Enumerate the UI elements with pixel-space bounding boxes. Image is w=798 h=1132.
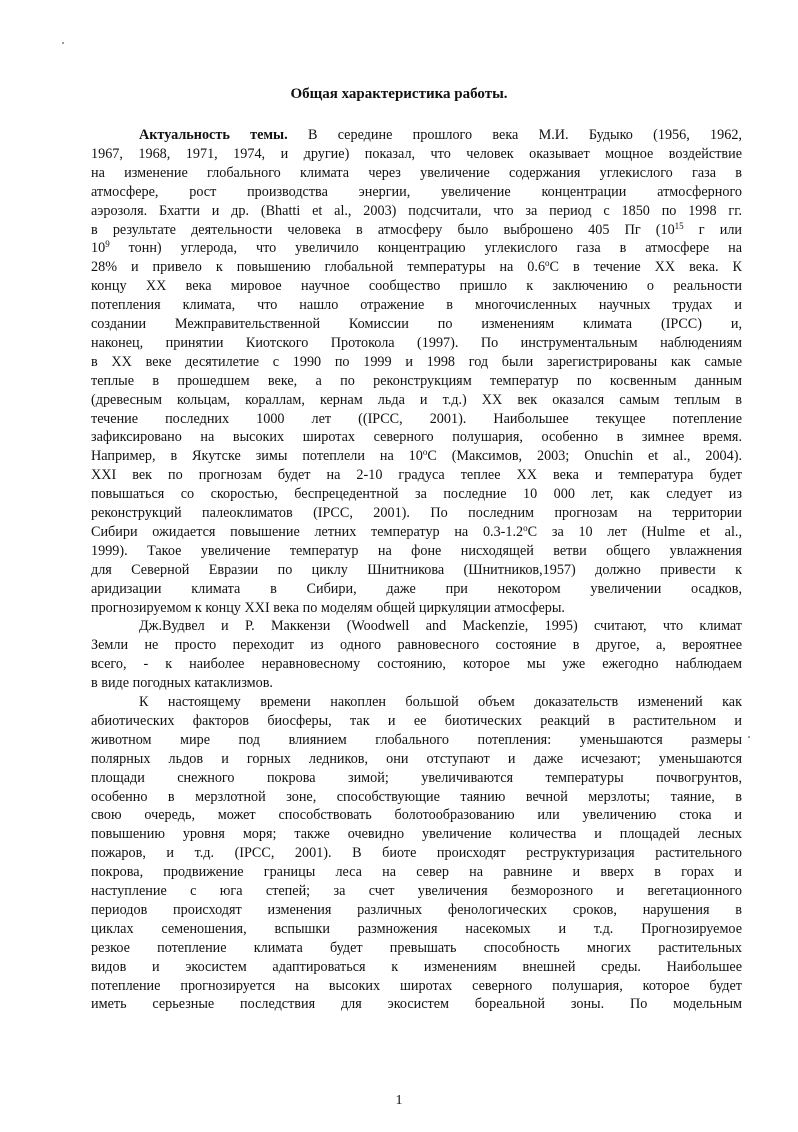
text-line: аэрозоля. Бхатти и др. (Bhatti et al., 2003) подсчитали, что за период с 1850 по 1998 гг.: [91, 202, 742, 219]
text-line: в ХХ веке десятилетие с 1990 по 1999 и 1998 год были зарегистрированы как самые: [91, 353, 742, 370]
text-line: периодов происходят изменения различных фенологических сроков, нарушения в: [91, 901, 742, 918]
text-line: 1999). Такое увеличение температур на фоне нисходящей ветви общего увлажнения: [91, 542, 742, 559]
superscript: 15: [674, 220, 684, 231]
scan-speck: [62, 42, 64, 44]
text-line: Актуальность темы. В середине прошлого века М.И. Будыко (1956, 1962,: [139, 127, 742, 143]
text-line: наконец, принятии Киотского Протокола (1997). По инструментальным наблюдениям: [91, 334, 742, 351]
text-line: всего, - к наиболее неравновесному состоянию, которое мы уже ежегодно наблюдаем: [91, 656, 742, 673]
text-line: повышению уровня моря; также очевидно увеличение количества и площадей лесных: [91, 826, 742, 843]
text-line: свою очередь, может способствовать болотообразованию или увеличению стока и: [91, 807, 742, 824]
superscript: o: [523, 522, 528, 533]
text-line: К настоящему времени накоплен большой объем доказательств изменений как: [139, 694, 742, 710]
text-line: потепление прогнозируется на высоких широтах северного полушария, которое будет: [91, 977, 742, 994]
text-line: циклах семеношения, вспышки размножения насекомых и т.д. Прогнозируемое: [91, 920, 742, 937]
text-line: повышаться со скоростью, беспрецедентной за последние 10 000 лет, как следует из: [91, 486, 742, 503]
text-line: атмосфере, рост производства энергии, увеличение концентрации атмосферного: [91, 183, 742, 200]
text-line: 28% и привело к повышению глобальной температуры на 0.6$^o$С в течение ХХ века. К: [91, 258, 743, 276]
text-line: потепления климата, что нашло отражение в многочисленных научных трудах и: [91, 297, 742, 314]
text-line: покрова, продвижение границы леса на север на равнине и вверх в горах и: [91, 864, 742, 881]
text-line: 1967, 1968, 1971, 1974, и другие) показал, что человек оказывает мощное воздействие: [91, 145, 742, 162]
text-line: (древесным кольцам, кораллам, кернам льда и т.д.) ХХ век оказался самым теплым в: [91, 391, 742, 408]
text-line: $10^9$ тонн) углерода, что увеличило концентрацию углекислого газа в атмосфере на: [91, 239, 742, 257]
text-line: прогнозируемом к концу XXI века по моделям общей циркуляции атмосферы.: [91, 599, 565, 616]
text-line: резкое потепление климата будет превышать способность многих растительных: [91, 939, 742, 956]
text-line: реконструкций палеоклиматов (IPCC, 2001). По последним прогнозам на территории: [91, 505, 742, 521]
document-title: Общая характеристика работы.: [290, 86, 508, 102]
page-number: 1: [395, 1093, 403, 1108]
section-heading: Актуальность темы.: [139, 127, 288, 143]
text-line: концу ХХ века мировое научное сообщество пришло к заключению о реальности: [91, 278, 742, 295]
scan-speck: [748, 736, 750, 738]
text-line: площади снежного покрова зимой; увеличиваются температуры почвогрунтов,: [91, 769, 742, 786]
superscript: o: [422, 447, 428, 458]
text-line: полярных льдов и горных ледников, они отступают и даже исчезают; уменьшаются: [91, 750, 742, 767]
text-line: аридизации климата в Сибири, даже при некотором увеличении осадков,: [91, 580, 742, 597]
text-line: [91, 1014, 742, 1033]
text-line: особенно в мерзлотной зоне, способствующие таянию вечной мерзлоты; таяние, в: [91, 788, 742, 805]
text-line: в виде погодных катаклизмов.: [91, 675, 273, 692]
text-line: Дж.Вудвел и Р. Маккензи (Woodwell and Mackenzie, 1995) считают, что климат: [139, 618, 742, 635]
text-line: теплые в прошедшем веке, а по реконструкциям температур по косвенным данным: [91, 372, 742, 389]
superscript: 9: [105, 239, 110, 250]
text-line: иметь серьезные последствия для экосистем бореальной зоны. По модельным: [91, 996, 742, 1013]
text-line: зафиксировано на высоких широтах северного полушария, особенно в зимнее время.: [91, 429, 742, 446]
text-line: создании Межправительственной Комиссии по изменениям климата (IPCC) и,: [91, 316, 742, 332]
text-line: наступление с юга степей; за счет увеличения безморозного и вегетационного: [91, 883, 742, 899]
text-line: пожаров, и т.д. (IPCC, 2001). В биоте происходят реструктуризация растительного: [91, 845, 742, 862]
text-line: животном мире под влиянием глобального потепления: уменьшаются размеры: [91, 731, 742, 748]
text-line: в результате деятельности человека в атмосферу было выброшено 405 Пг ($10^{15}$ г или: [91, 220, 742, 238]
text-line: на изменение глобального климата через увеличение содержания углекислого газа в: [91, 164, 742, 181]
text-line: видов и экосистем адаптироваться к изменениям внешней среды. Наибольшее: [91, 958, 742, 975]
text-line: абиотических факторов биосферы, так и ее биотических реакций в растительном и: [91, 712, 742, 729]
text-line: для Северной Евразии по циклу Шнитникова (Шнитников,1957) должно привести к: [91, 561, 742, 578]
superscript: o: [545, 258, 550, 269]
text-line: XXI век по прогнозам будет на 2-10 градуса теплее ХХ века и температура будет: [91, 467, 742, 484]
text-line: Например, в Якутске зимы потеплели на 10$^o$С (Максимов, 2003; Onuchin et al., 2004).: [91, 447, 742, 465]
text-line: Земли не просто переходит из одного равновесного состояние в другое, а, вероятнее: [91, 637, 742, 654]
text-line: Сибири ожидается повышение летних температур на 0.3-1.2$^o$С за 10 лет (Hulme et al.,: [91, 522, 742, 540]
text-line: течение последних 1000 лет ((IPCC, 2001). Наибольшее текущее потепление: [91, 410, 742, 427]
